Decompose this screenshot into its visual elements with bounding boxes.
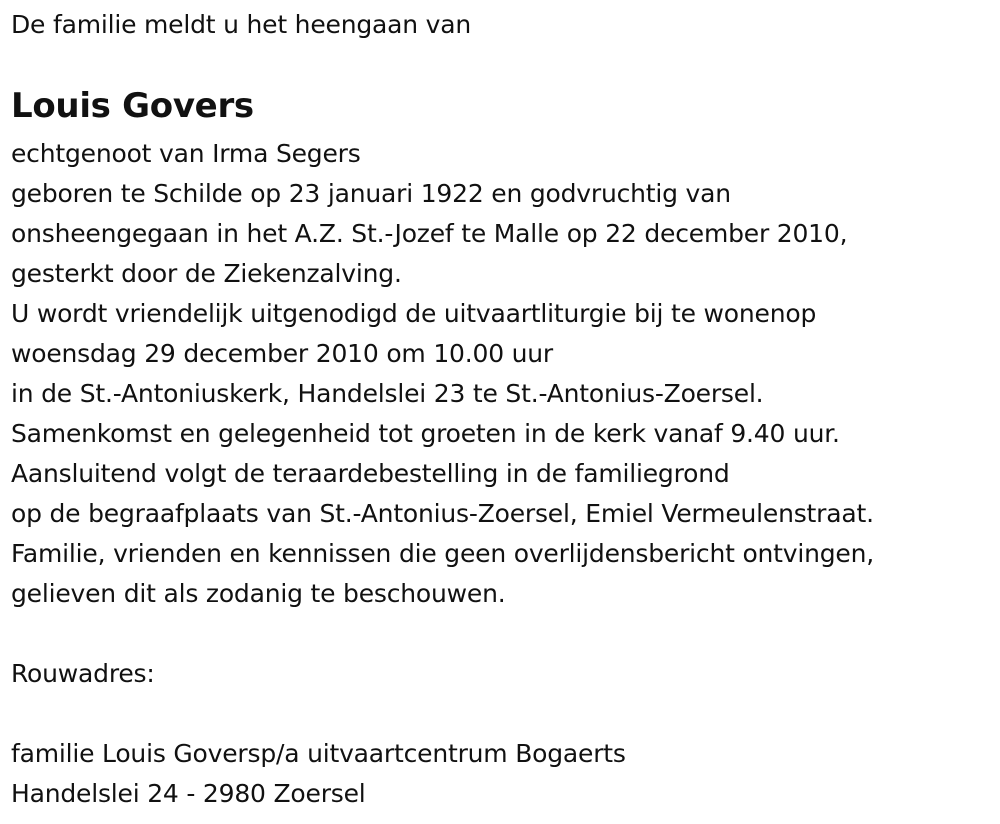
notice-line-date: woensdag 29 december 2010 om 10.00 uur — [11, 339, 554, 368]
notice-line-cemetery: op de begraafplaats van St.-Antonius-Zoersel, Emiel Vermeulenstraat. — [11, 499, 874, 528]
address-label: Rouwadres: — [11, 659, 155, 688]
notice-line-gathering: Samenkomst en gelegenheid tot groeten in de kerk vanaf 9.40 uur. — [11, 419, 840, 448]
intro-text: De familie meldt u het heengaan van — [11, 10, 471, 39]
notice-line-invitation: U wordt vriendelijk uitgenodigd de uitvaartliturgie bij te wonenop — [11, 299, 817, 328]
notice-line-consider: gelieven dit als zodanig te beschouwen. — [11, 579, 506, 608]
death-notice — [11, 0, 1000, 824]
notice-line-sacrament: gesterkt door de Ziekenzalving. — [11, 259, 402, 288]
notice-line-burial: Aansluitend volgt de teraardebestelling in de familiegrond — [11, 459, 730, 488]
notice-line-death: onsheengegaan in het A.Z. St.-Jozef te Malle op 22 december 2010, — [11, 219, 848, 248]
deceased-name: Louis Govers — [11, 86, 254, 126]
notice-line-family: Familie, vrienden en kennissen die geen overlijdensbericht ontvingen, — [11, 539, 875, 568]
address-line-family: familie Louis Goversp/a uitvaartcentrum Bogaerts — [11, 739, 626, 768]
notice-line-spouse: echtgenoot van Irma Segers — [11, 139, 361, 168]
address-line-street: Handelslei 24 - 2980 Zoersel — [11, 779, 366, 808]
notice-line-church: in de St.-Antoniuskerk, Handelslei 23 te St.-Antonius-Zoersel. — [11, 379, 764, 408]
notice-line-birth: geboren te Schilde op 23 januari 1922 en godvruchtig van — [11, 179, 731, 208]
